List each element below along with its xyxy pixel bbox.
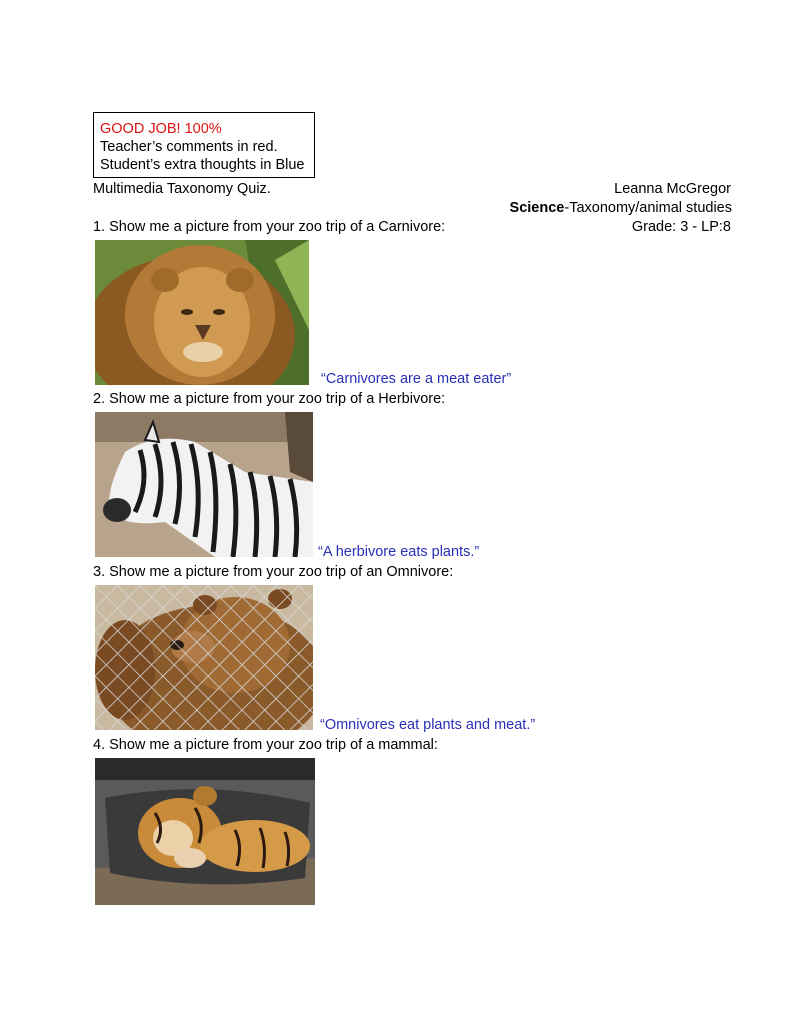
legend-box xyxy=(93,112,315,178)
question-3-prompt: 3. Show me a picture from your zoo trip of an Omnivore: xyxy=(93,564,454,580)
teacher-legend: Teacher’s comments in red. xyxy=(100,139,278,155)
grade-level: Grade: 3 - LP:8 xyxy=(631,219,731,235)
question-1-prompt: 1. Show me a picture from your zoo trip of a Carnivore: xyxy=(93,219,446,235)
grade-comment: GOOD JOB! 100% xyxy=(100,121,222,137)
subject-line xyxy=(510,199,732,218)
question-1-note: “Carnivores are a meat eater” xyxy=(321,371,512,387)
question-4-prompt: 4. Show me a picture from your zoo trip of a mammal: xyxy=(93,737,438,753)
tiger-cub-photo xyxy=(95,758,315,905)
question-2-note: “A herbivore eats plants.” xyxy=(318,544,480,560)
lion-photo xyxy=(95,240,309,385)
subject-bold: Science xyxy=(509,200,565,216)
quiz-title: Multimedia Taxonomy Quiz. xyxy=(93,181,271,197)
bear-photo xyxy=(95,585,313,730)
zebra-photo xyxy=(95,412,313,557)
student-name: Leanna McGregor xyxy=(614,181,731,197)
question-3-note: “Omnivores eat plants and meat.” xyxy=(320,717,536,733)
student-legend: Student’s extra thoughts in Blue xyxy=(100,157,305,173)
question-2-prompt: 2. Show me a picture from your zoo trip of a Herbivore: xyxy=(93,391,446,407)
subject-rest: -Taxonomy/animal studies xyxy=(564,200,732,216)
